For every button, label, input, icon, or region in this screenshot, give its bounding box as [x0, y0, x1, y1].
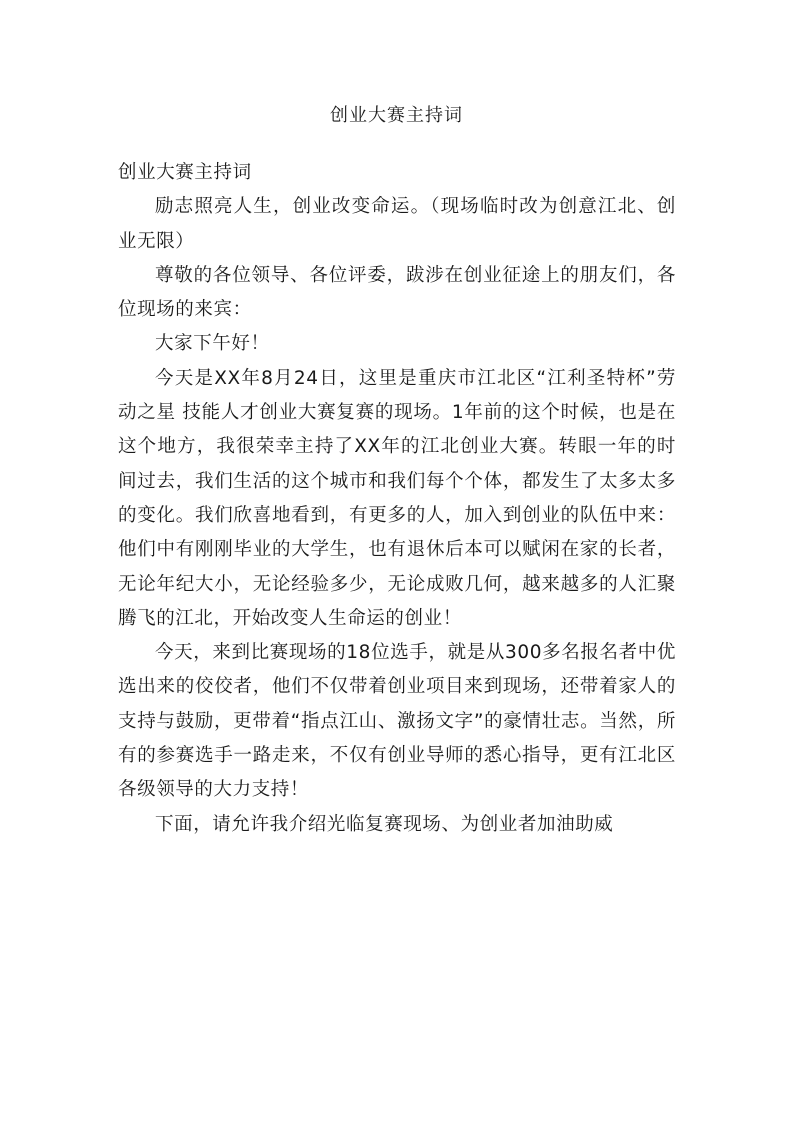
paragraph-greeting: 大家下午好！ — [155, 333, 270, 355]
paragraph-intro: 今天是XX年8月24日，这里是重庆市江北区“江利圣特杯”劳动之星 技能人才创业大赛复赛的现场。1年前的这个时候，也是在这个地方，我很荣幸主持了XX年的江北创业大赛。转眼一年的时间过去，我们生活的这个城市和我们每个个体，都发生了太多太多的变化。我们欣喜地看到，有更多的人，加入到创业的队伍中来：他们中有刚刚毕业的大学生，也有退休后本可以赋闲在家的长者，无论年纪大小，无论经验多少，无论成败几何，越来越多的人汇聚腾飞的江北，开始改变人生命运的创业！ — [118, 367, 676, 629]
paragraph-subtitle: 创业大赛主持词 — [118, 162, 252, 183]
paragraph-theme: 励志照亮人生，创业改变命运。（现场临时改为创意江北、创业无限） — [118, 196, 676, 252]
paragraph-leaders: 下面，请允许我介绍光临复赛现场、为创业者加油助威 — [155, 813, 614, 835]
document-body — [118, 156, 676, 842]
paragraph-salutation: 尊敬的各位领导、各位评委，跋涉在创业征途上的朋友们，各位现场的来宾： — [118, 264, 676, 321]
paragraph-contestants: 今天，来到比赛现场的18位选手，就是从300多名报名者中优选出来的佼佼者，他们不仅带着创业项目来到现场，还带着家人的支持与鼓励，更带着“指点江山、激扬文字”的豪情壮志。当然，所有的参赛选手一路走来，不仅有创业导师的悉心指导，更有江北区各级领导的大力支持！ — [118, 642, 676, 801]
document-title: 创业大赛主持词 — [330, 105, 463, 126]
